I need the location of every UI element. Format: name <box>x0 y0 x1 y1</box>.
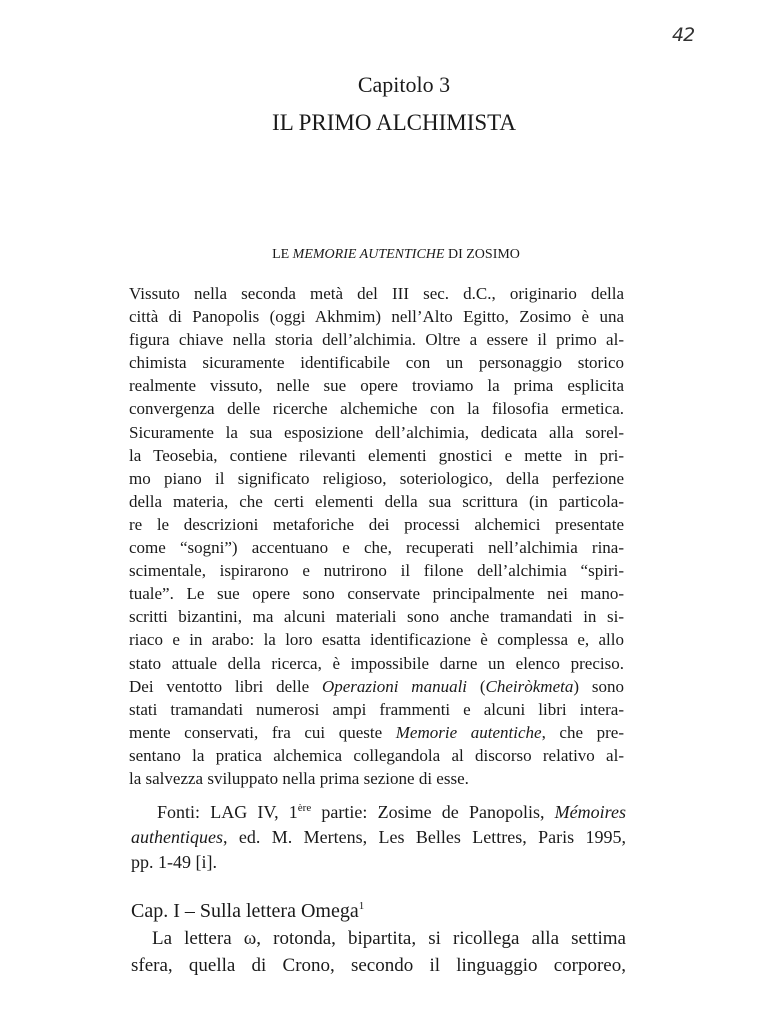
cap-heading <box>131 900 364 923</box>
sources-text: , ed. M. Mertens, Les Belles Lettres, Paris 1995, <box>223 827 626 847</box>
body-line: figura chiave nella storia dell’alchimia. Oltre a essere il primo al- <box>129 330 624 350</box>
sources-line <box>131 825 626 850</box>
cap-heading-text: Cap. I – Sulla lettera Omega <box>131 900 359 922</box>
page-number: 42 <box>672 24 695 46</box>
body-line: Vissuto nella seconda metà del III sec. d.C., originario della <box>129 284 624 303</box>
sources-superscript: ère <box>297 802 312 814</box>
body-line: Sicuramente la sua esposizione dell’alchimia, dedicata alla sorel- <box>129 422 624 442</box>
sources-italic: Mémoires <box>554 802 626 822</box>
body-text: Dei ventotto libri delle <box>129 676 322 696</box>
body-line: realmente vissuto, nelle sue opere troviamo la prima esplicita <box>129 376 624 396</box>
cap-paragraph <box>131 925 626 979</box>
section-heading <box>12 247 768 263</box>
body-line: scritti bizantini, ma alcuni materiali sono anche tramandati in si- <box>129 607 624 627</box>
body-line: la salvezza sviluppato nella prima sezione di esse. <box>129 768 469 788</box>
sources-text: Fonti: LAG IV, 1 <box>157 802 298 822</box>
body-line: come “sogni”) accentuano e che, recuperati nell’alchimia rina- <box>129 538 624 558</box>
body-text: ) sono <box>573 676 624 696</box>
section-heading-prefix: LE <box>272 247 293 262</box>
body-text: mente conservati, fra cui queste <box>129 722 396 742</box>
body-line: città di Panopolis (oggi Akhmim) nell’Alto Egitto, Zosimo è una <box>129 307 624 327</box>
body-italic: Memorie autentiche <box>395 722 542 742</box>
body-line: stato attuale della ricerca, è impossibile darne un elenco preciso. <box>129 653 624 673</box>
body-line: sentano la pratica alchemica collegandola al discorso relativo al- <box>129 745 624 765</box>
body-line: stati tramandati numerosi ampi frammenti e alcuni libri intera- <box>129 699 624 719</box>
body-line: mo piano il significato religioso, soteriologico, della perfezione <box>129 468 624 488</box>
chapter-label: Capitolo 3 <box>357 72 451 97</box>
body-line: re le descrizioni metaforiche dei processi alchemici presentate <box>129 514 624 534</box>
body-line: della materia, che certi elementi della sua scrittura (in particola- <box>129 491 624 511</box>
cap-line: La lettera ω, rotonda, bipartita, si ricollega alla settima <box>152 928 626 949</box>
chapter-title: IL PRIMO ALCHIMISTA <box>272 110 516 135</box>
body-text: , che pre- <box>541 722 624 742</box>
body-paragraph <box>129 282 624 790</box>
sources-text: partie: Zosime de Panopolis, <box>311 802 555 822</box>
body-line: scimentale, ispirarono e nutrirono il filone dell’alchimia “spiri- <box>129 561 624 581</box>
footnote-marker: 1 <box>358 900 365 912</box>
body-line <box>129 675 624 698</box>
sources-line: pp. 1-49 [i]. <box>131 852 217 872</box>
section-heading-suffix: DI ZOSIMO <box>444 247 520 262</box>
body-italic: Operazioni manuali <box>321 676 468 696</box>
body-italic: Cheiròkmeta <box>485 676 574 696</box>
body-line: la Teosebia, contiene rilevanti elementi gnostici e mette in pri- <box>129 445 624 465</box>
body-line <box>129 721 624 744</box>
body-text: ( <box>467 676 486 696</box>
sources-line <box>131 800 626 825</box>
body-line: riaco e in arabo: la loro esatta identificazione è complessa e, allo <box>129 630 624 650</box>
body-line: chimista sicuramente identificabile con un personaggio storico <box>129 353 624 373</box>
body-line: convergenza delle ricerche alchemiche con la filosofia ermetica. <box>129 399 624 419</box>
cap-line: sfera, quella di Crono, secondo il linguaggio corporeo, <box>131 955 626 976</box>
sources-italic: authentiques <box>131 827 223 847</box>
section-heading-italic: MEMORIE AUTENTICHE <box>292 247 445 262</box>
sources-paragraph <box>131 800 626 875</box>
body-line: tuale”. Le sue opere sono conservate principalmente nei mano- <box>129 584 624 604</box>
